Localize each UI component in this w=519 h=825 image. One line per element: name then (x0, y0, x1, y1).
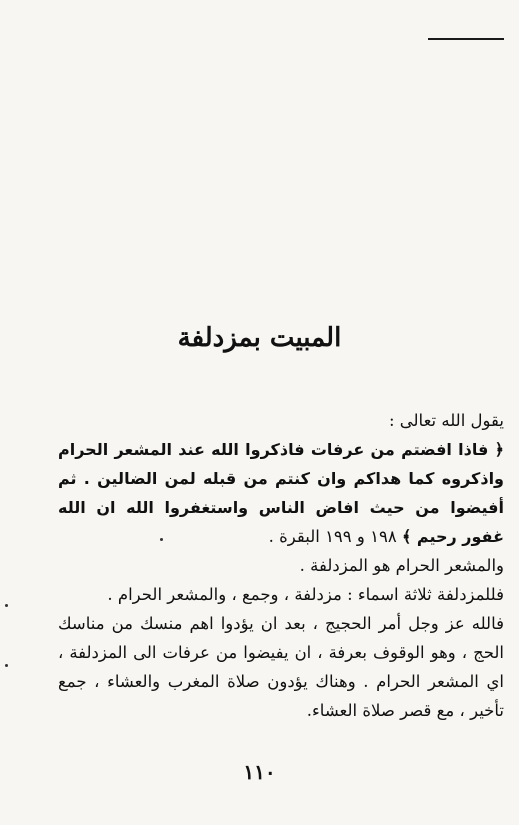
chapter-title: المبيت بمزدلفة (177, 323, 342, 353)
paragraph-mashar: والمشعر الحرام هو المزدلفة . (299, 556, 504, 575)
page-number: ١١٠ (243, 760, 276, 784)
margin-mark (160, 538, 163, 541)
quran-verse-paragraph (58, 435, 504, 551)
intro-line: يقول الله تعالى : (388, 411, 504, 430)
body-text (58, 406, 504, 725)
header-rule (428, 38, 504, 40)
paragraph-ruling: فالله عز وجل أمر الحجيج ، بعد ان يؤدوا اهم منسك من مناسك الحج ، وهو الوقوف بعرفة ، ان يفيضوا من عرفات الى المزدلفة ، اي المشعر الحرام . وهناك يؤدون صلاة المغرب والعشاء ، جمع تأخير ، مع قصر صلاة العشاء. (58, 614, 504, 720)
quran-verse: ﴿ فاذا افضتم من عرفات فاذكروا الله عند المشعر الحرام واذكروه كما هداكم وان كنتم من قبله لمن الضالين . ثم أفيضوا من حيث افاض الناس واستغفروا الله ان الله غفور رحيم ﴾ (58, 440, 504, 546)
margin-mark (5, 664, 8, 667)
paragraph-names: فللمزدلفة ثلاثة اسماء : مزدلفة ، وجمع ، والمشعر الحرام . (107, 585, 504, 604)
verse-reference: ١٩٨ و ١٩٩ البقرة . (268, 527, 397, 546)
margin-mark (5, 604, 8, 607)
